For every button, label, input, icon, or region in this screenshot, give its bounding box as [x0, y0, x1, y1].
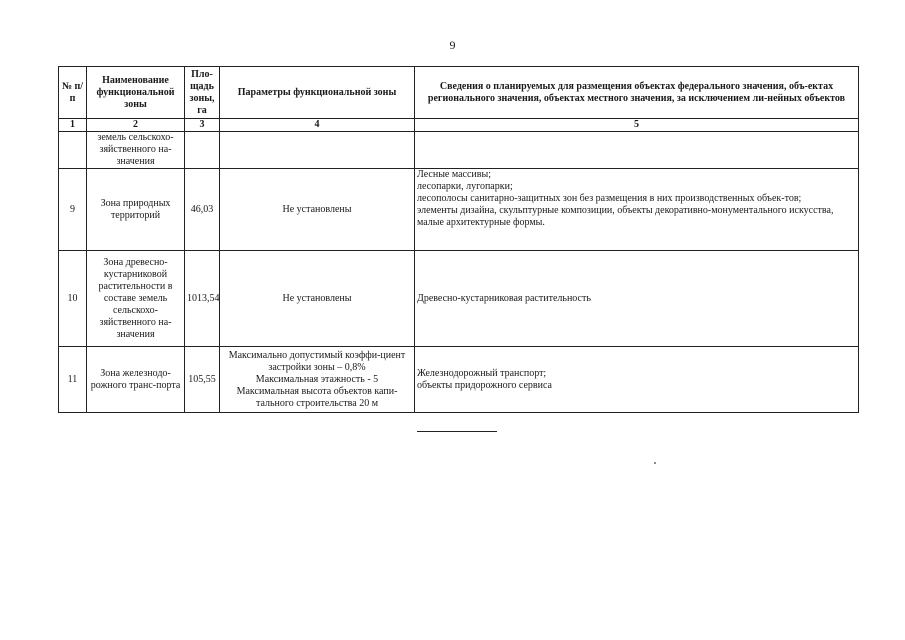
- zone-objects: [415, 169, 859, 251]
- header-area: Пло-щадь зоны, га: [185, 67, 220, 119]
- object-line: Железнодорожный транспорт;: [417, 367, 547, 379]
- row-num: 11: [59, 347, 87, 413]
- header-objects: Сведения о планируемых для размещения объектах федерального значения, объ-ектах регионального значения, объектах местного значения, за исключением ли-нейных объектов: [415, 67, 859, 119]
- zone-area: 46,03: [185, 169, 220, 251]
- zone-area: [185, 132, 220, 169]
- header-params: Параметры функциональной зоны: [220, 67, 415, 119]
- table-row: [59, 132, 859, 169]
- col-number: 2: [87, 119, 185, 132]
- header-zone-name: Наименование функциональной зоны: [87, 67, 185, 119]
- zone-params: [220, 132, 415, 169]
- zone-name: Зона природных территорий: [87, 169, 185, 251]
- zone-name: Зона древесно-кустарниковой растительности в составе земель сельскохо-зяйственного на-значения: [87, 251, 185, 347]
- zone-area: 105,55: [185, 347, 220, 413]
- functional-zones-table: [58, 66, 859, 413]
- object-line: объекты придорожного сервиса: [417, 379, 552, 391]
- zone-objects: Древесно-кустарниковая растительность: [415, 251, 859, 347]
- col-number: 1: [59, 119, 87, 132]
- table-row: [59, 169, 859, 251]
- row-num: 9: [59, 169, 87, 251]
- table-header-row: [59, 67, 859, 119]
- zone-area: 1013,54: [185, 251, 220, 347]
- row-num: [59, 132, 87, 169]
- zone-objects: [415, 347, 859, 413]
- param-line: Максимально допустимый коэффи-циент застройки зоны – 0,8%: [228, 349, 406, 373]
- table-row: [59, 347, 859, 413]
- zone-objects: [415, 132, 859, 169]
- object-line: лесопарки, лугопарки;: [417, 181, 513, 192]
- col-number: 5: [415, 119, 859, 132]
- zone-name: Зона железнодо-рожного транс-порта: [87, 347, 185, 413]
- page-number: 9: [449, 38, 456, 52]
- param-line: Максимальная высота объектов капи-тального строительства 20 м: [236, 385, 398, 409]
- object-line: элементы дизайна, скульптурные композиции, объекты декоративно-монументального искусства, малые архитектурные формы.: [417, 205, 834, 228]
- object-line: Лесные массивы;: [417, 169, 491, 180]
- scan-speck: [654, 462, 656, 464]
- col-number: 4: [220, 119, 415, 132]
- column-numbers-row: [59, 119, 859, 132]
- zone-params: Не установлены: [220, 169, 415, 251]
- object-line: лесополосы санитарно-защитных зон без размещения в них производственных объек-тов;: [417, 193, 802, 204]
- zone-params: [220, 347, 415, 413]
- footnote-separator: [417, 431, 497, 432]
- col-number: 3: [185, 119, 220, 132]
- zone-params: Не установлены: [220, 251, 415, 347]
- row-num: 10: [59, 251, 87, 347]
- header-num: № п/п: [59, 67, 87, 119]
- zone-name: земель сельскохо-зяйственного на-значения: [87, 132, 185, 169]
- table-row: [59, 251, 859, 347]
- param-line: Максимальная этажность - 5: [255, 373, 379, 385]
